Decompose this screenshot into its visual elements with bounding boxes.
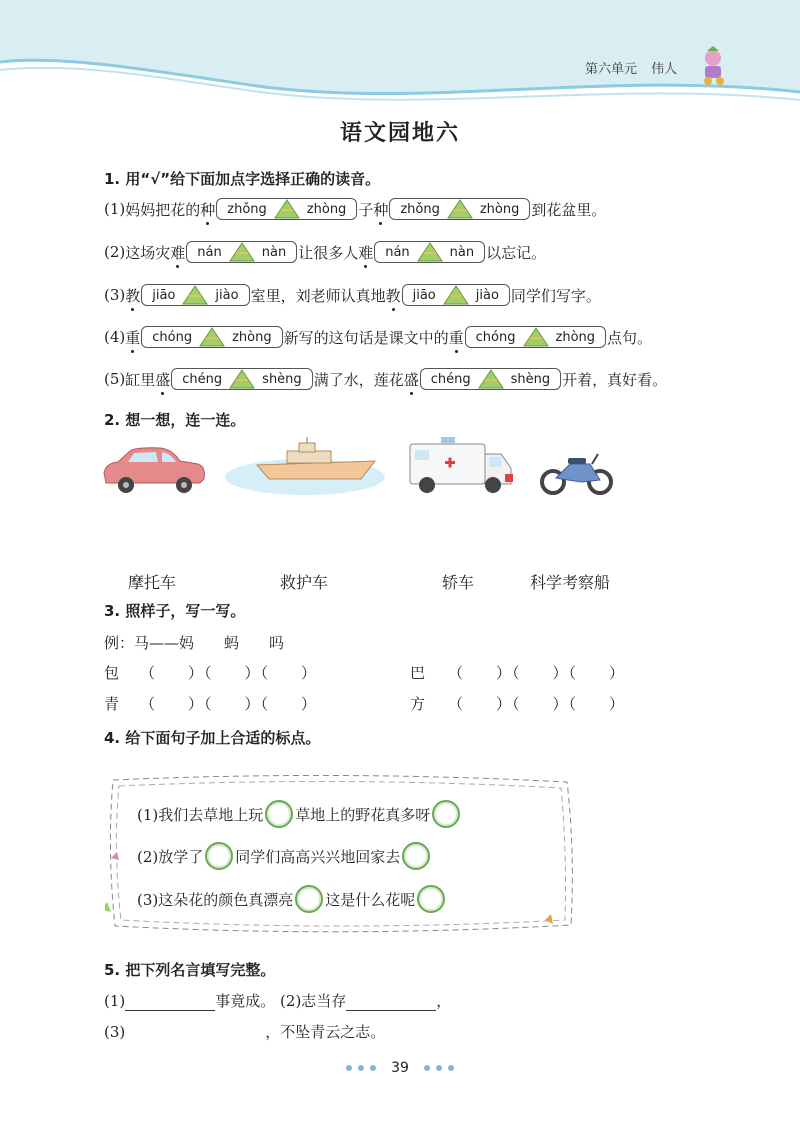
punctuation-circle[interactable] [432, 800, 460, 828]
footer-dot [436, 1065, 442, 1071]
q2-prompt: 2. 想一想，连一连。 [104, 411, 246, 429]
pinyin-choice[interactable]: zhǒng zhòng [216, 198, 357, 220]
zongzi-icon [477, 368, 505, 390]
page-title: 语文园地六 [339, 120, 460, 146]
q5-prompt: 5. 把下列名言填写完整。 [104, 961, 276, 979]
pinyin-choice[interactable]: jiāo jiào [141, 284, 249, 306]
q3-char-bao: 包 [104, 664, 120, 682]
zongzi-icon [273, 198, 301, 220]
q4-prompt: 4. 给下面句子加上合适的标点。 [104, 729, 321, 747]
pinyin-choice[interactable]: jiāo jiào [402, 284, 510, 306]
pinyin-choice[interactable]: zhǒng zhòng [389, 198, 530, 220]
q3-char-fang: 方 [410, 695, 426, 713]
punctuation-circle[interactable] [295, 885, 323, 913]
q3-example: 例：马——妈 蚂 吗 [104, 634, 285, 652]
q1-line: (2) 这场灾 难 nán nàn 让很多人 难 nán nàn 以忘记。 [104, 243, 547, 262]
q5-line-2: (3) ，不坠青云之志。 [104, 1023, 386, 1041]
dotted-char: 重 [448, 328, 464, 347]
unit-label: 第六单元 [585, 62, 638, 77]
q3-blanks-ba[interactable]: （ ）（ ）（ ） [448, 664, 626, 682]
zongzi-icon [181, 284, 209, 306]
motorcycle-image [540, 450, 615, 496]
label-motorcycle: 摩托车 [128, 573, 177, 592]
q4-sentence-3: (3)这朵花的颜色真漂亮 这是什么花呢 [137, 885, 447, 913]
label-sedan: 轿车 [442, 573, 475, 592]
q3-char-qing: 青 [104, 695, 120, 713]
footer-dot [424, 1065, 430, 1071]
dotted-char: 种 [373, 200, 389, 219]
zongzi-icon [198, 326, 226, 348]
pinyin-choice[interactable]: chóng zhòng [141, 326, 282, 348]
q4-sentence-1: (1)我们去草地上玩 草地上的野花真多呀 [137, 800, 462, 828]
pinyin-choice[interactable]: nán nàn [374, 241, 485, 263]
dotted-char: 难 [170, 243, 186, 262]
dotted-char: 盛 [155, 370, 171, 389]
header-band [0, 0, 800, 110]
label-research-ship: 科学考察船 [530, 573, 611, 592]
footer-dot [346, 1065, 352, 1071]
header-text [585, 58, 687, 77]
dotted-char: 盛 [403, 370, 419, 389]
topic-label: 伟人 [651, 62, 678, 77]
q3-blanks-bao[interactable]: （ ）（ ）（ ） [140, 664, 318, 682]
zongzi-icon [442, 284, 470, 306]
mascot-icon [696, 46, 730, 86]
footer-dot [358, 1065, 364, 1071]
q1-line: (3) 教 jiāo jiào 室里，刘老师认真地 教 jiāo jiào 同学们写字。 [104, 286, 601, 305]
punctuation-circle[interactable] [205, 842, 233, 870]
q3-char-ba: 巴 [410, 664, 426, 682]
dotted-char: 难 [358, 243, 374, 262]
car-image [100, 445, 208, 495]
punctuation-circle[interactable] [265, 800, 293, 828]
fill-blank[interactable] [125, 992, 215, 1011]
footer-dot [448, 1065, 454, 1071]
pinyin-choice[interactable]: chéng shèng [420, 368, 561, 390]
q1-line: (1) 妈妈把花的 种 zhǒng zhòng 子 种 zhǒng zhòng 到花盆里。 [104, 200, 607, 219]
fill-blank[interactable] [346, 992, 436, 1011]
zongzi-icon [416, 241, 444, 263]
zongzi-icon [446, 198, 474, 220]
ambulance-image [405, 432, 515, 494]
pinyin-choice[interactable]: chóng zhòng [465, 326, 606, 348]
punctuation-circle[interactable] [402, 842, 430, 870]
zongzi-icon [228, 241, 256, 263]
dotted-char: 种 [200, 200, 216, 219]
dotted-char: 教 [385, 286, 401, 305]
pinyin-choice[interactable]: chéng shèng [171, 368, 312, 390]
zongzi-icon [522, 326, 550, 348]
label-ambulance: 救护车 [280, 573, 329, 592]
page-number: 39 [391, 1060, 409, 1076]
page-footer [0, 1060, 800, 1076]
q3-prompt: 3. 照样子，写一写。 [104, 602, 246, 620]
punctuation-circle[interactable] [417, 885, 445, 913]
q1-line: (5) 缸里 盛 chéng shèng 满了水，莲花 盛 chéng shèng 开着，真好看。 [104, 370, 668, 389]
q1-prompt: 1. 用“√”给下面加点字选择正确的读音。 [104, 170, 381, 188]
pinyin-choice[interactable]: nán nàn [186, 241, 297, 263]
dotted-char: 教 [125, 286, 141, 305]
ship-image [225, 435, 385, 495]
q1-line: (4) 重 chóng zhòng 新写的这句话是课文中的 重 chóng zhòng 点句。 [104, 328, 653, 347]
q4-sentence-2: (2)放学了 同学们高高兴兴地回家去 [137, 842, 432, 870]
q3-blanks-fang[interactable]: （ ）（ ）（ ） [448, 695, 626, 713]
q3-blanks-qing[interactable]: （ ）（ ）（ ） [140, 695, 318, 713]
q5-line-1: (1) 事竟成。 (2)志当存 ， [104, 992, 452, 1010]
zongzi-icon [228, 368, 256, 390]
footer-dot [370, 1065, 376, 1071]
dotted-char: 重 [125, 328, 141, 347]
